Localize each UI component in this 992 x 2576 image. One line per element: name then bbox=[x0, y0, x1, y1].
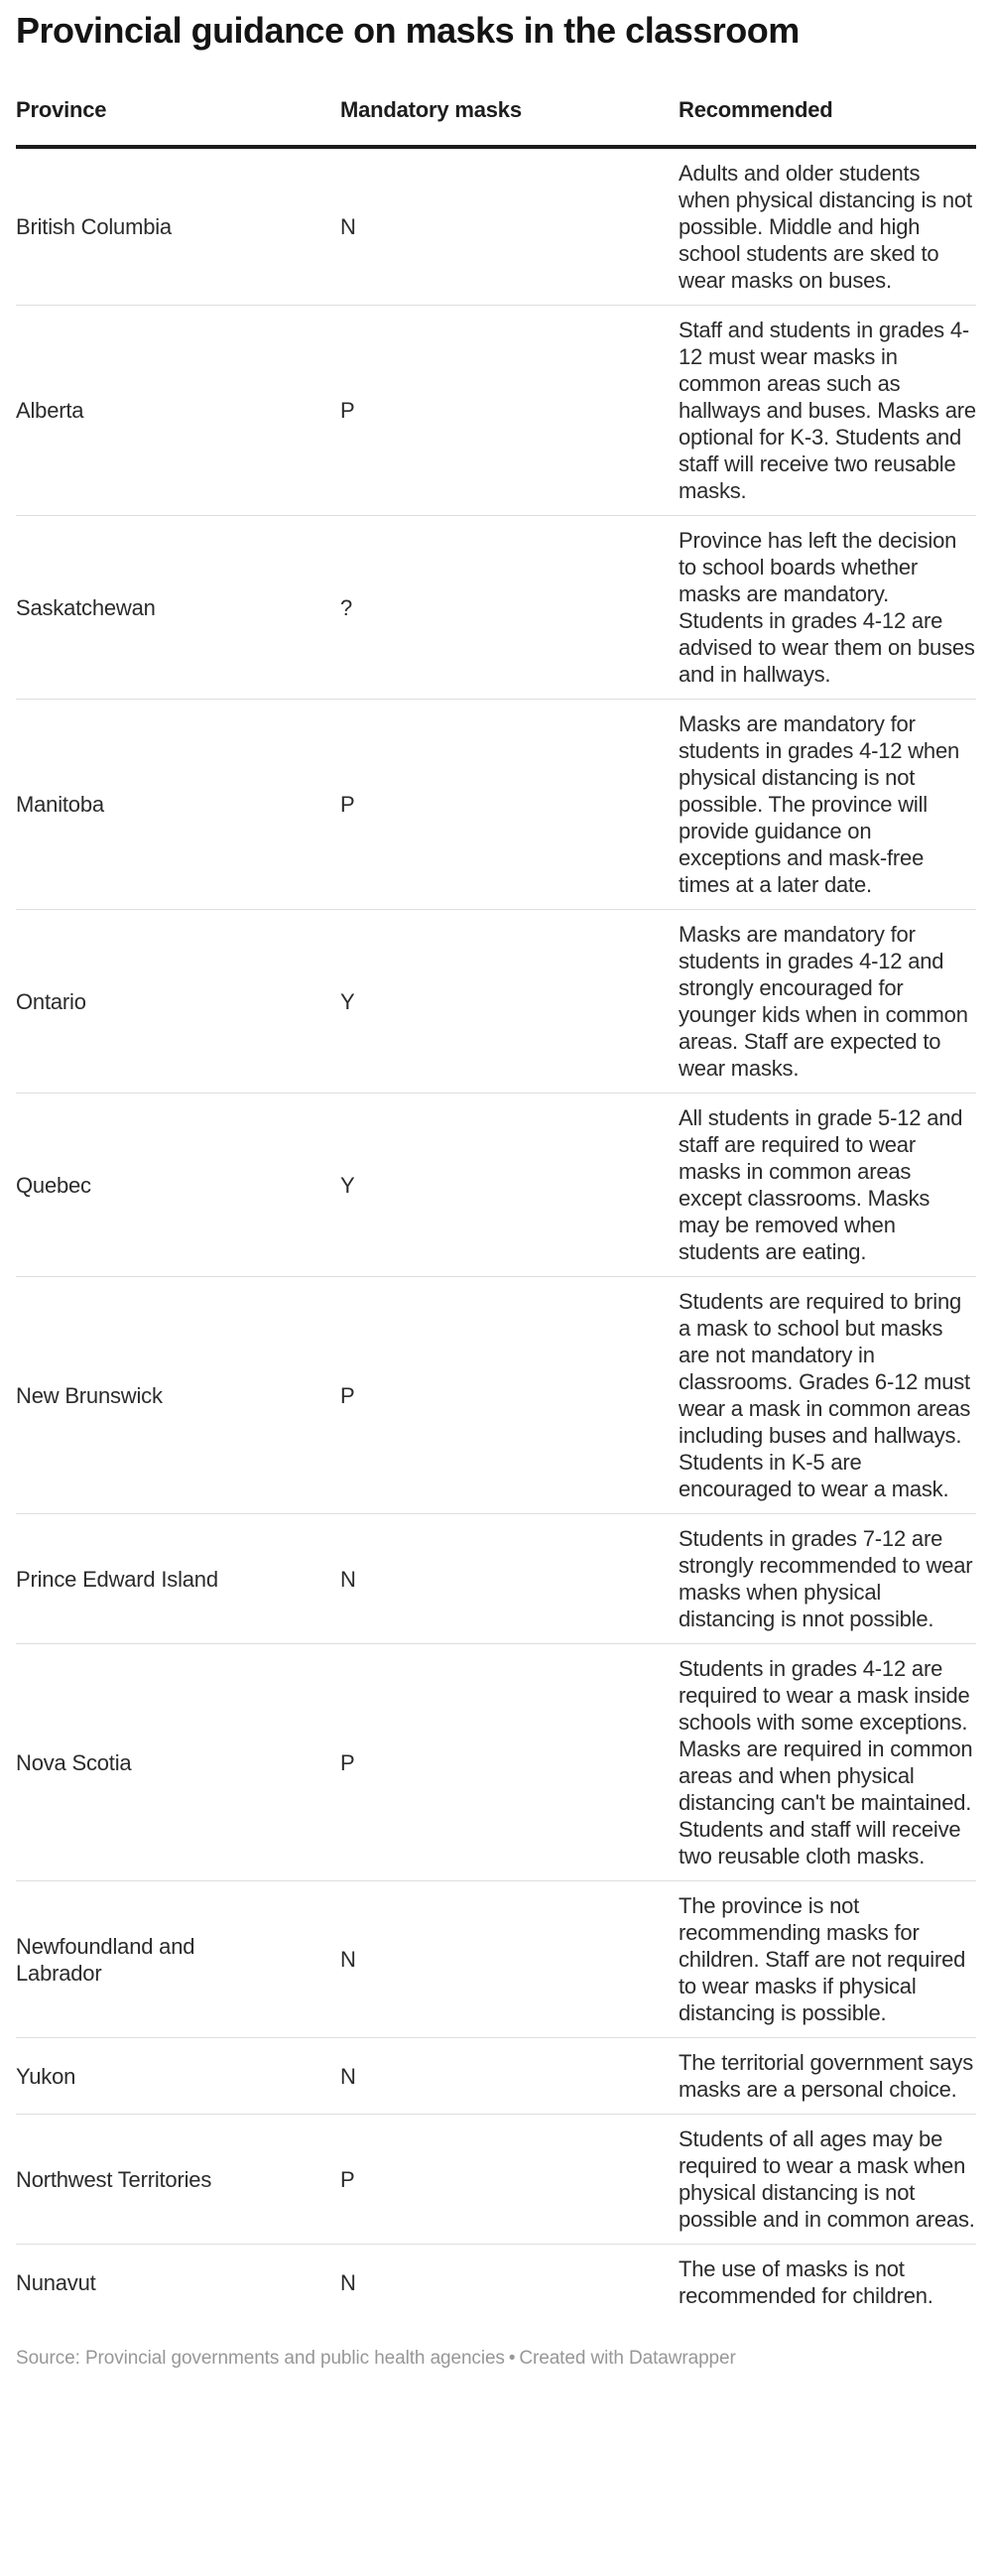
mandatory-cell: N bbox=[340, 2269, 356, 2295]
province-cell: Manitoba bbox=[16, 792, 104, 817]
recommended-cell: The use of masks is not recommended for children. bbox=[679, 2256, 933, 2308]
province-cell: Quebec bbox=[16, 1172, 91, 1198]
province-cell: Nunavut bbox=[16, 2269, 96, 2295]
recommended-cell: Staff and students in grades 4-12 must wear masks in common areas such as hallways and buses. Masks are optional for K-3. Students and staff will receive two reusable masks. bbox=[679, 318, 976, 503]
recommended-cell: All students in grade 5-12 and staff are required to wear masks in common areas except classrooms. Masks may be removed when students are eating. bbox=[679, 1105, 963, 1264]
table-row bbox=[16, 2115, 976, 2245]
table-row bbox=[16, 149, 976, 306]
province-cell: Prince Edward Island bbox=[16, 1566, 218, 1592]
column-header-province: Province bbox=[16, 97, 107, 122]
recommended-cell: Students in grades 7-12 are strongly recommended to wear masks when physical distancing is nnot possible. bbox=[679, 1526, 973, 1631]
province-cell: Northwest Territories bbox=[16, 2166, 212, 2192]
table-row bbox=[16, 1514, 976, 1644]
separator-dot: • bbox=[508, 2348, 516, 2369]
province-cell: Newfoundland and Labrador bbox=[16, 1933, 195, 1986]
province-cell: Nova Scotia bbox=[16, 1749, 132, 1775]
table-row bbox=[16, 700, 976, 910]
recommended-cell: Adults and older students when physical distancing is not possible. Middle and high school students are sked to wear masks on buses. bbox=[679, 161, 972, 293]
recommended-cell: Students in grades 4-12 are required to wear a mask inside schools with some exceptions. Masks are required in common areas and when physical distancing can't be maintained. Students and staff will receive two reusable cloth masks. bbox=[679, 1656, 973, 1868]
recommended-cell: Masks are mandatory for students in grades 4-12 and strongly encouraged for younger kids when in common areas. Staff are expected to wear masks. bbox=[679, 922, 968, 1081]
table-row bbox=[16, 1094, 976, 1277]
mandatory-cell: P bbox=[340, 1382, 355, 1408]
mandatory-cell: P bbox=[340, 398, 355, 423]
recommended-cell: Students are required to bring a mask to school but masks are not mandatory in classrooms. Grades 6-12 must wear a mask in common areas including buses and hallways. Students in K-5 are encouraged to wear a mask. bbox=[679, 1289, 971, 1501]
province-cell: Saskatchewan bbox=[16, 594, 156, 620]
mandatory-cell: P bbox=[340, 792, 355, 817]
table-row bbox=[16, 1277, 976, 1514]
mandatory-cell: N bbox=[340, 2063, 356, 2089]
province-cell: Yukon bbox=[16, 2063, 76, 2089]
table-row bbox=[16, 2245, 976, 2320]
recommended-cell: Masks are mandatory for students in grades 4-12 when physical distancing is not possible. The province will provide guidance on exceptions and mask-free times at a later date. bbox=[679, 711, 960, 897]
recommended-cell: Province has left the decision to school boards whether masks are mandatory. Students in grades 4-12 are advised to wear them on buses and in hallways. bbox=[679, 528, 975, 687]
mandatory-cell: P bbox=[340, 2166, 355, 2192]
province-cell: New Brunswick bbox=[16, 1382, 163, 1408]
table-header-row bbox=[16, 97, 976, 149]
province-cell: Alberta bbox=[16, 398, 84, 423]
column-header-mandatory-masks: Mandatory masks bbox=[340, 97, 522, 122]
mandatory-cell: P bbox=[340, 1749, 355, 1775]
datawrapper-credit: Created with Datawrapper bbox=[519, 2348, 736, 2369]
province-cell: Ontario bbox=[16, 988, 86, 1014]
province-cell: British Columbia bbox=[16, 214, 172, 239]
table-row bbox=[16, 1644, 976, 1881]
recommended-cell: The territorial government says masks are a personal choice. bbox=[679, 2050, 974, 2102]
table-row bbox=[16, 306, 976, 516]
source-text: Source: Provincial governments and public health agencies bbox=[16, 2348, 505, 2369]
table-row bbox=[16, 2038, 976, 2115]
mandatory-cell: N bbox=[340, 1566, 356, 1592]
mandatory-cell: N bbox=[340, 214, 356, 239]
table-body bbox=[16, 149, 976, 2320]
mandatory-cell: N bbox=[340, 1947, 356, 1972]
mandatory-cell: ? bbox=[340, 594, 353, 620]
mandatory-cell: Y bbox=[340, 1172, 355, 1198]
table-row bbox=[16, 1881, 976, 2038]
mandatory-cell: Y bbox=[340, 988, 355, 1014]
column-header-recommended: Recommended bbox=[679, 97, 833, 122]
table-row bbox=[16, 516, 976, 700]
page-title: Provincial guidance on masks in the classroom bbox=[16, 10, 800, 51]
recommended-cell: The province is not recommending masks for children. Staff are not required to wear masks if physical distancing is possible. bbox=[679, 1893, 966, 2025]
recommended-cell: Students of all ages may be required to wear a mask when physical distancing is not possible and in common areas. bbox=[679, 2126, 975, 2232]
table-row bbox=[16, 910, 976, 1094]
source-line bbox=[16, 2346, 976, 2372]
